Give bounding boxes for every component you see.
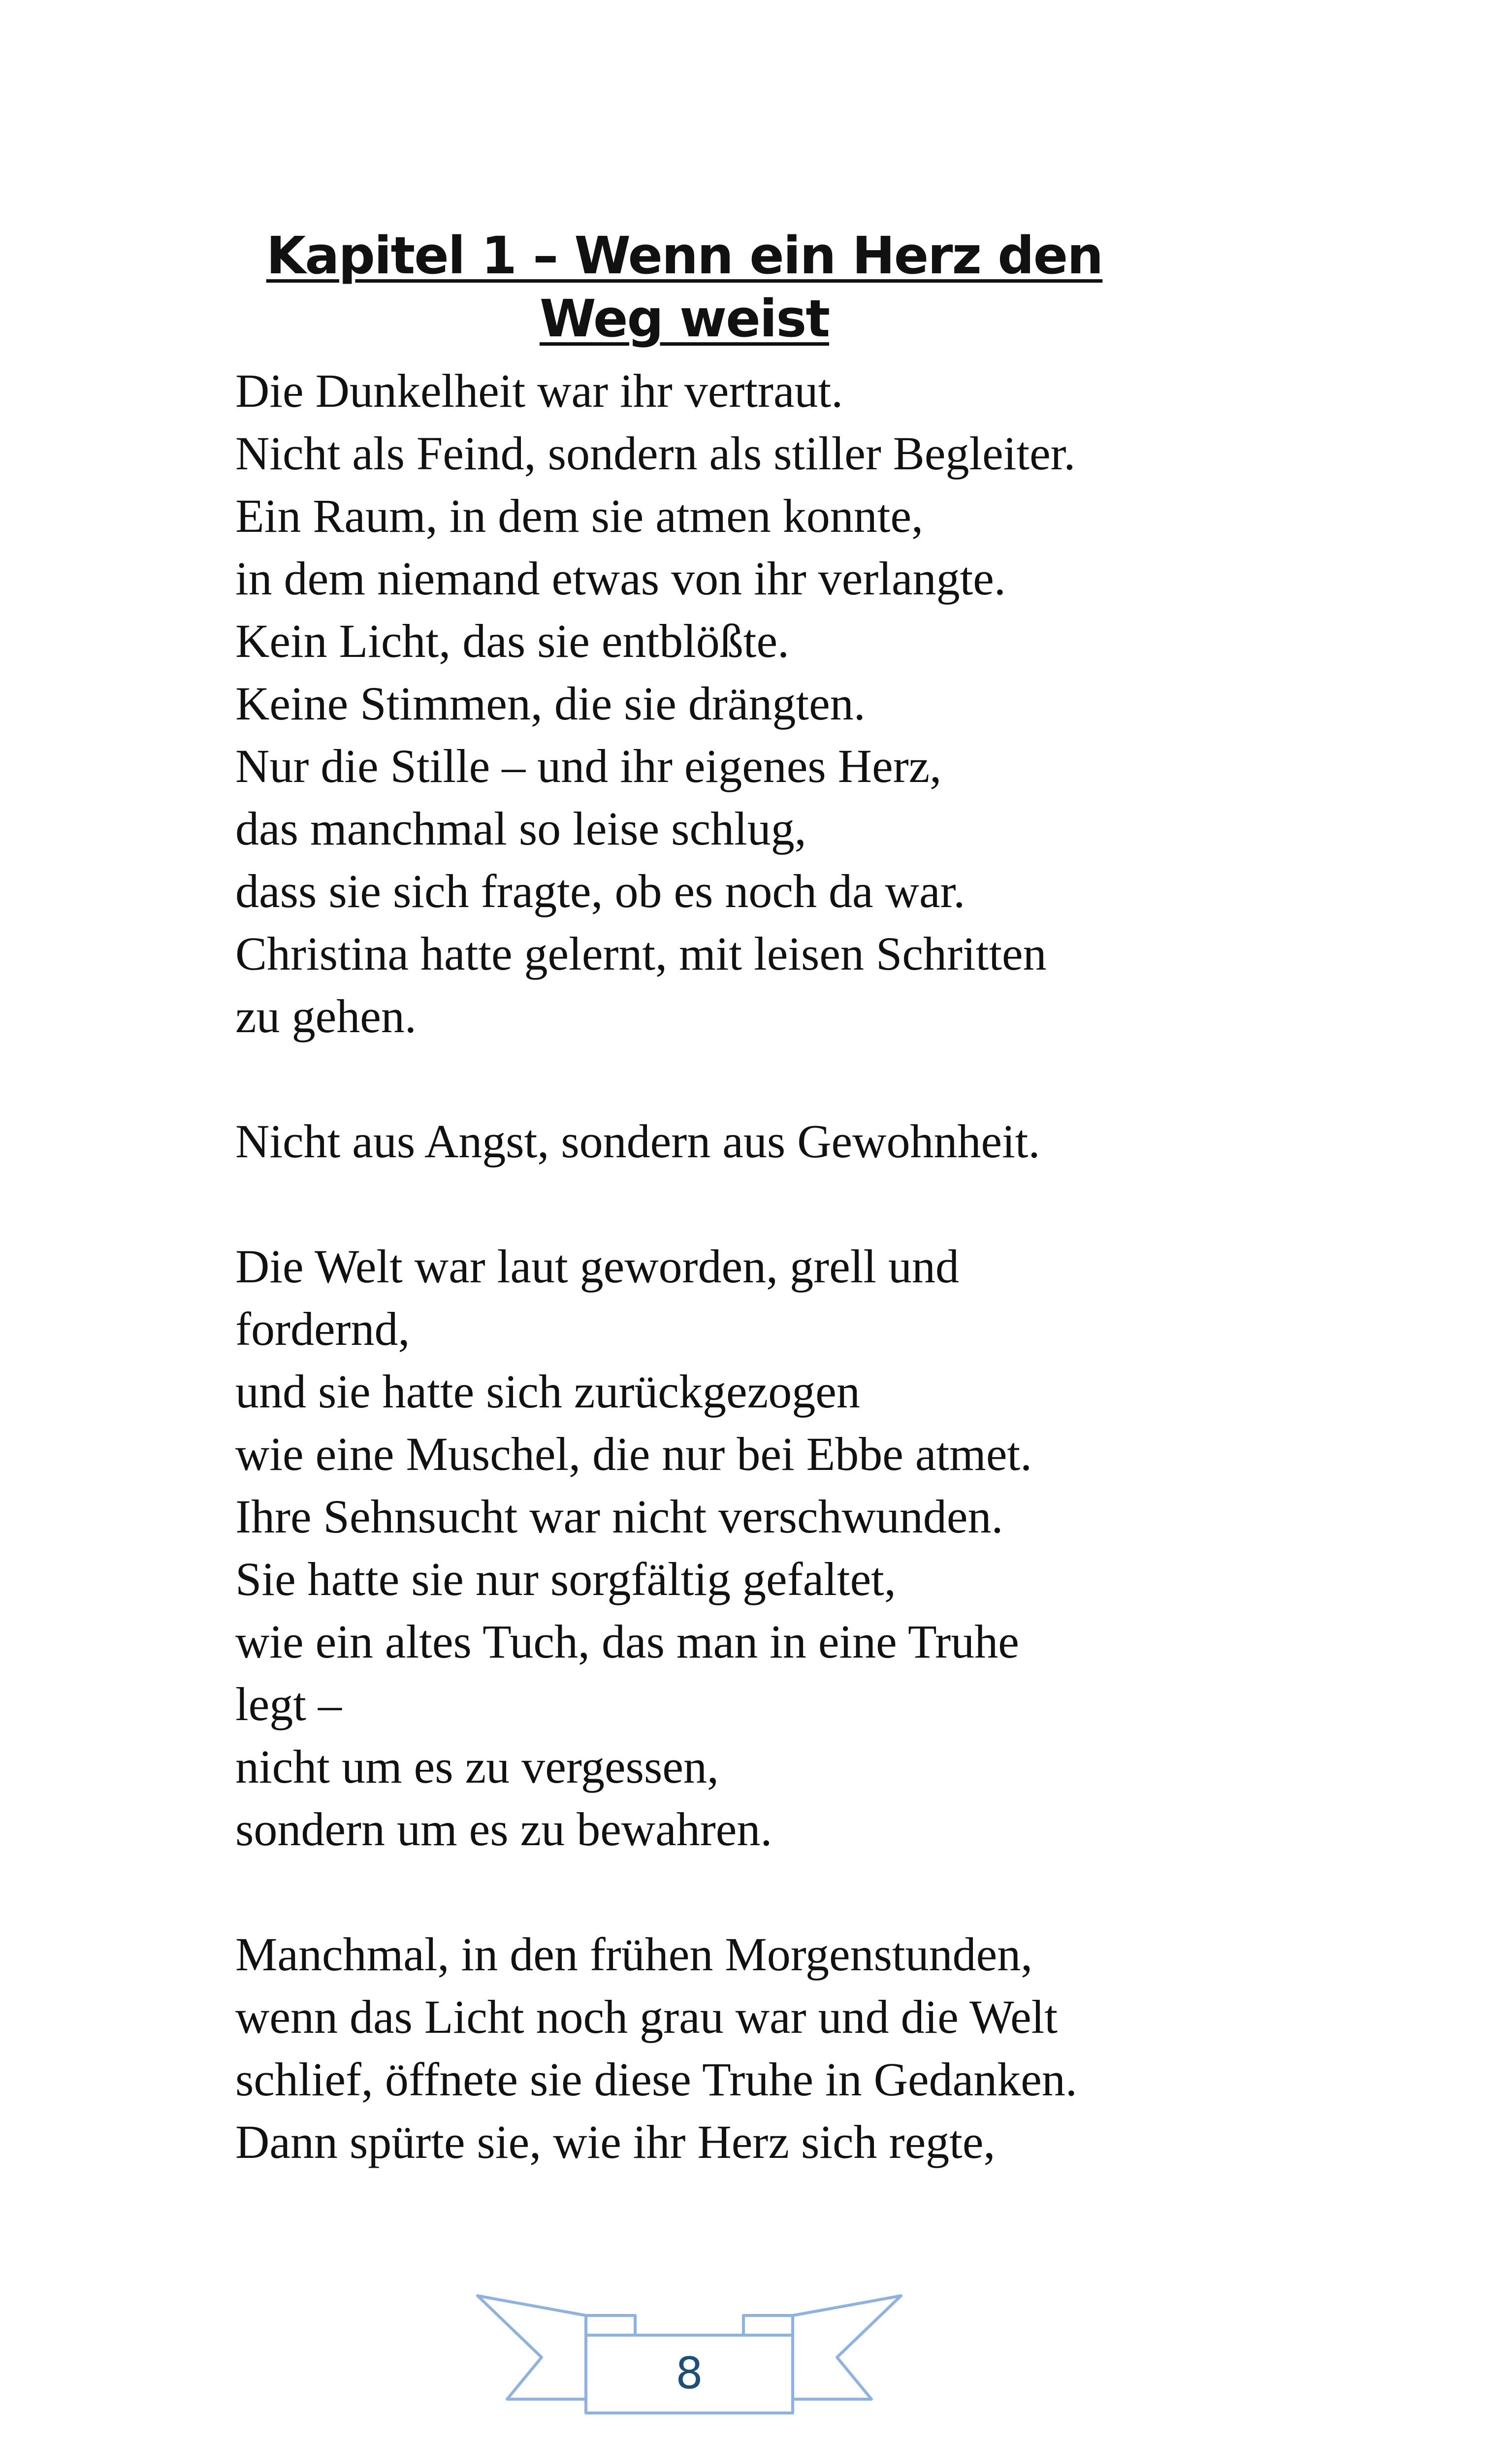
text-line: zu gehen. bbox=[235, 990, 417, 1042]
text-line: Ihre Sehnsucht war nicht verschwunden. bbox=[235, 1490, 1003, 1543]
text-line: und sie hatte sich zurückgezogen bbox=[235, 1365, 860, 1418]
text-line: dass sie sich fragte, ob es noch da war. bbox=[235, 865, 965, 917]
text-line: in dem niemand etwas von ihr verlangte. bbox=[235, 552, 1006, 605]
paragraph-break bbox=[235, 1047, 1417, 1110]
text-line: schlief, öffnete sie diese Truhe in Gedanken. bbox=[235, 2053, 1077, 2106]
chapter-title-line-2: Weg weist bbox=[539, 289, 830, 349]
text-line: fordernd, bbox=[235, 1303, 410, 1355]
chapter-body-text bbox=[235, 359, 1417, 2173]
ribbon-left-tail bbox=[478, 2296, 586, 2399]
ribbon-right-fold bbox=[743, 2315, 793, 2335]
paragraph-break bbox=[235, 1860, 1417, 1923]
ribbon-left-fold bbox=[586, 2315, 635, 2335]
text-line: Sie hatte sie nur sorgfältig gefaltet, bbox=[235, 1553, 896, 1605]
text-line: Nur die Stille – und ihr eigenes Herz, bbox=[235, 740, 942, 792]
text-line: Dann spürte sie, wie ihr Herz sich regte, bbox=[235, 2116, 996, 2168]
text-line: wenn das Licht noch grau war und die Welt bbox=[235, 1990, 1058, 2043]
chapter-title-line-1: Kapitel 1 – Wenn ein Herz den bbox=[266, 226, 1103, 286]
text-line: legt – bbox=[235, 1678, 342, 1730]
text-line: nicht um es zu vergessen, bbox=[235, 1740, 719, 1793]
paragraph-break bbox=[235, 1173, 1417, 1235]
text-line: Die Dunkelheit war ihr vertraut. bbox=[235, 364, 843, 417]
text-line: Die Welt war laut geworden, grell und bbox=[235, 1240, 960, 1293]
text-line: wie ein altes Tuch, das man in eine Truhe bbox=[235, 1615, 1019, 1668]
text-line: wie eine Muschel, die nur bei Ebbe atmet. bbox=[235, 1428, 1032, 1480]
text-line: Nicht als Feind, sondern als stiller Begleiter. bbox=[235, 427, 1076, 480]
text-line: Christina hatte gelernt, mit leisen Schritten bbox=[235, 927, 1047, 980]
text-line: Kein Licht, das sie entblößte. bbox=[235, 615, 790, 667]
page-number: 8 bbox=[676, 2348, 703, 2399]
chapter-title bbox=[236, 224, 1132, 350]
text-line: sondern um es zu bewahren. bbox=[235, 1803, 772, 1856]
text-line: Manchmal, in den frühen Morgenstunden, bbox=[235, 1928, 1033, 1981]
text-line: Nicht aus Angst, sondern aus Gewohnheit. bbox=[235, 1115, 1040, 1168]
ribbon-right-tail bbox=[793, 2296, 901, 2399]
text-line: Ein Raum, in dem sie atmen konnte, bbox=[235, 489, 924, 542]
text-line: Keine Stimmen, die sie drängten. bbox=[235, 677, 866, 730]
text-line: das manchmal so leise schlug, bbox=[235, 802, 806, 855]
